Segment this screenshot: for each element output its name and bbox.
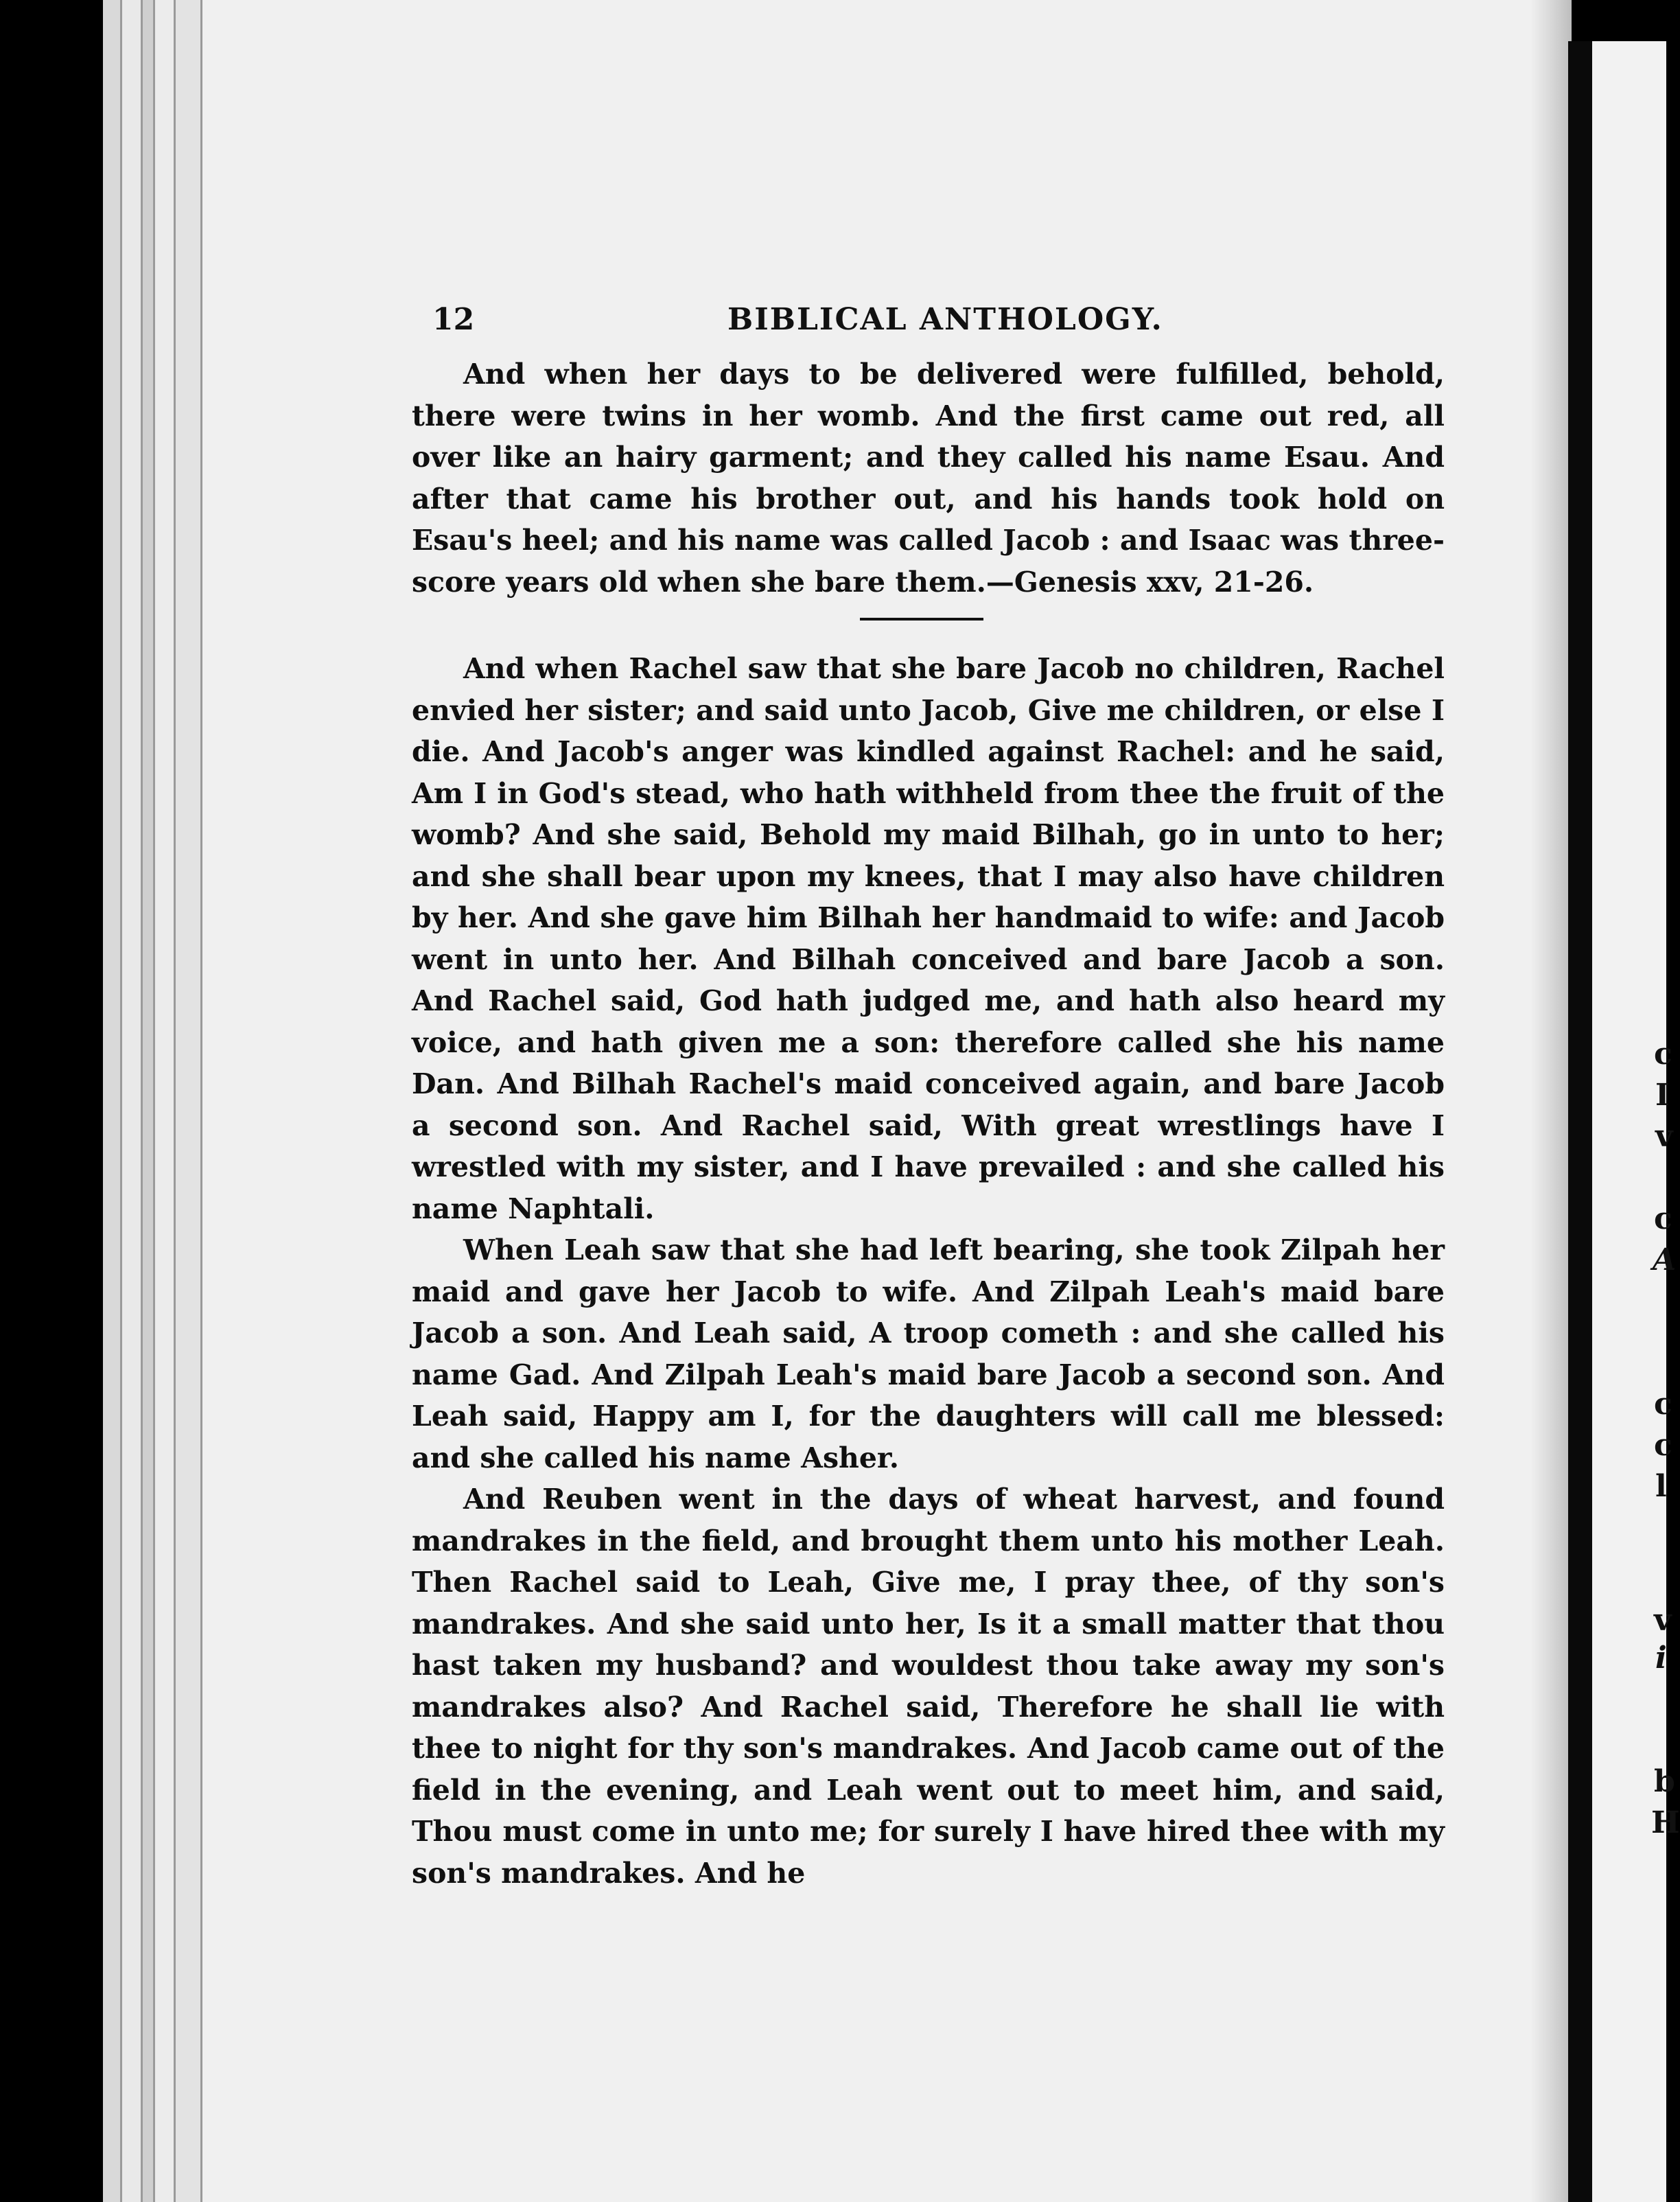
section-divider xyxy=(860,618,983,621)
next-page-fragment: c xyxy=(1654,1201,1672,1236)
page-edge xyxy=(153,0,174,2202)
body-text xyxy=(412,354,1445,1894)
running-header xyxy=(432,302,1448,343)
page-edge-line xyxy=(174,0,176,2202)
page-edge-line xyxy=(153,0,155,2202)
next-page-fragment: v xyxy=(1655,1119,1673,1154)
next-page-fragment: c xyxy=(1654,1036,1672,1071)
paragraph: And when Rachel saw that she bare Jacob no children, Rachel envied her sister; and said unto Jacob, Give me children, or else I die. And Jacob's anger was kindled against Rachel: and he said, Am I in God's stead, who hath withheld from thee the fruit of the womb? And she said, Behold my maid Bilhah, go in unto to her; and she shall bear upon my knees, that I may also have children by her. And she gave him Bilhah her handmaid to wife: and Jacob went in unto her. And Bilhah conceived and bare Jacob a son. And Rachel said, God hath judged me, and hath also heard my voice, and hath given me a son: therefore called she his name Dan. And Bilhah Rachel's maid conceived again, and bare Jacob a second son. And Rachel said, With great wrestlings have I wrestled with my sister, and I have prevailed : and she called his name Naphtali. xyxy=(412,652,1445,1225)
next-page-fragment: v xyxy=(1654,1603,1672,1638)
next-page-fragment: I xyxy=(1655,1078,1670,1113)
next-page-fragment: H xyxy=(1651,1805,1680,1840)
next-page-fragment: i xyxy=(1655,1641,1667,1676)
next-page-fragment: b xyxy=(1654,1764,1675,1799)
next-page-fragment: A xyxy=(1653,1242,1677,1277)
next-page-fragment: l xyxy=(1655,1469,1667,1504)
paragraph: When Leah saw that she had left bearing, she took Zilpah her maid and gave her Jacob to wife. And Zilpah Leah's maid bare Jacob a son. And Leah said, A troop cometh : and she called his name Gad. And Zilpah Leah's maid bare Jacob a second son. And Leah said, Happy am I, for the daughters will call me blessed: and she called his name Asher. xyxy=(412,1233,1445,1474)
page-edge-line xyxy=(120,0,122,2202)
page-number: 12 xyxy=(432,302,475,337)
page-edge xyxy=(120,0,141,2202)
page-edge xyxy=(103,0,120,2202)
gutter-shadow xyxy=(1530,0,1572,2202)
book-spine xyxy=(1568,41,1592,2202)
paragraph: And when her days to be delivered were fulfilled, behold, there were twins in her womb. And the first came out red, all over like an hairy garment; and they called his name Esau. And after that came his brother out, and his hands took hold on Esau's heel; and his name was called Jacob : and Isaac was three-score years old when she bare them.—Genesis xxv, 21-26. xyxy=(412,358,1445,599)
paragraph: And Reuben went in the days of wheat harvest, and found mandrakes in the field, and brought them unto his mother Leah. Then Rachel said to Leah, Give me, I pray thee, of thy son's mandrakes. And she said unto her, Is it a small matter that thou hast taken my husband? and wouldest thou take away my son's mandrakes also? And Rachel said, Therefore he shall lie with thee to night for thy son's mandrakes. And Jacob came out of the field in the evening, and Leah went out to meet him, and said, Thou must come in unto me; for surely I have hired thee with my son's mandrakes. And he xyxy=(412,1483,1445,1890)
next-page-fragment: c xyxy=(1654,1387,1672,1422)
running-title: BIBLICAL ANTHOLOGY. xyxy=(727,302,1163,337)
next-page-fragment: c xyxy=(1654,1428,1672,1463)
page-edge-line xyxy=(141,0,143,2202)
page-edge xyxy=(174,0,202,2202)
